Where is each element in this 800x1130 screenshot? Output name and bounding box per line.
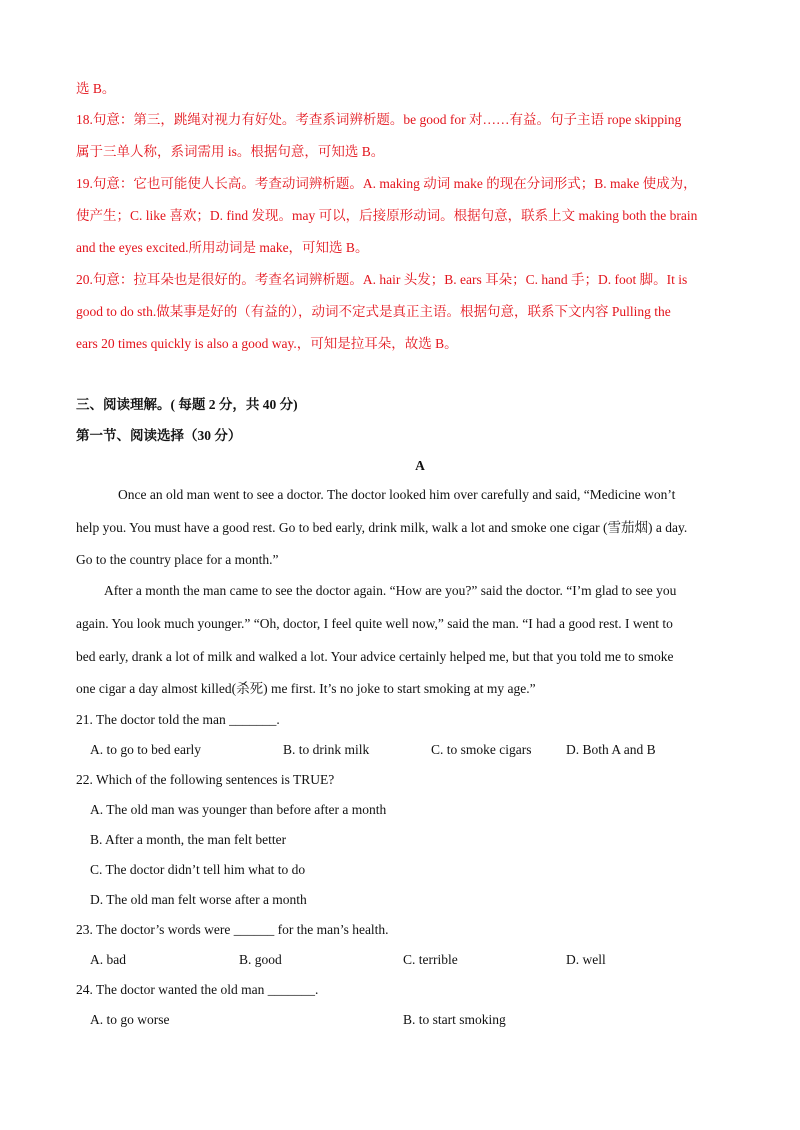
passage-line: help you. You must have a good rest. Go to bed early, drink milk, walk a lot and smoke one cigar (雪茄烟) a day. [76,520,688,535]
answer-option: D. Both A and B [566,742,656,757]
explanation-line: 属于三单人称，系词需用 is。根据句意，可知选 B。 [76,144,385,159]
explanation-line: 18.句意：第三，跳绳对视力有好处。考查系词辨析题。be good for 对……有益。句子主语 rope skipping [76,112,682,127]
answer-option: A. bad [90,952,126,967]
question-stem: 22. Which of the following sentences is TRUE? [76,772,335,787]
passage-line: Go to the country place for a month.” [76,552,279,567]
explanation-line: and the eyes excited.所用动词是 make，可知选 B。 [76,240,369,255]
answer-option: B. good [239,952,282,967]
answer-option: D. The old man felt worse after a month [90,892,307,907]
question-stem: 23. The doctor’s words were ______ for the man’s health. [76,922,389,937]
answer-option: B. to start smoking [403,1012,506,1027]
answer-option: C. terrible [403,952,458,967]
passage-line: bed early, drank a lot of milk and walked a lot. Your advice certainly helped me, but that you told me to smoke [76,649,674,664]
explanation-line: 选 B。 [76,81,116,96]
passage-line: one cigar a day almost killed(杀死) me first. It’s no joke to start smoking at my age.” [76,681,536,696]
answer-option: A. to go worse [90,1012,170,1027]
explanation-line: good to do sth.做某事是好的（有益的），动词不定式是真正主语。根据句意，联系下文内容 Pulling the [76,304,671,319]
passage-line: After a month the man came to see the doctor again. “How are you?” said the doctor. “I’m glad to see you [104,583,677,598]
section-subtitle: 第一节、阅读选择（30 分） [76,428,242,443]
answer-option: D. well [566,952,606,967]
answer-option: A. The old man was younger than before after a month [90,802,387,817]
answer-option: B. to drink milk [283,742,370,757]
section-title: 三、阅读理解。( 每题 2 分，共 40 分) [76,397,298,412]
answer-option: C. to smoke cigars [431,742,532,757]
passage-label: A [415,458,425,473]
answer-option: A. to go to bed early [90,742,201,757]
explanation-line: 20.句意：拉耳朵也是很好的。考查名词辨析题。A. hair 头发；B. ears 耳朵；C. hand 手；D. foot 脚。It is [76,272,688,287]
explanation-line: 使产生；C. like 喜欢；D. find 发现。may 可以，后接原形动词。根据句意，联系上文 making both the brain [76,208,698,223]
question-stem: 21. The doctor told the man _______. [76,712,280,727]
passage-line: again. You look much younger.” “Oh, doctor, I feel quite well now,” said the man. “I had a good rest. I went to [76,616,673,631]
explanation-line: 19.句意：它也可能使人长高。考查动词辨析题。A. making 动词 make 的现在分词形式；B. make 使成为， [76,176,697,191]
passage-line: Once an old man went to see a doctor. The doctor looked him over carefully and said, “Medicine won’t [118,487,676,502]
answer-option: C. The doctor didn’t tell him what to do [90,862,306,877]
explanation-line: ears 20 times quickly is also a good way.，可知是拉耳朵，故选 B。 [76,336,458,351]
question-stem: 24. The doctor wanted the old man _______. [76,982,319,997]
answer-option: B. After a month, the man felt better [90,832,287,847]
